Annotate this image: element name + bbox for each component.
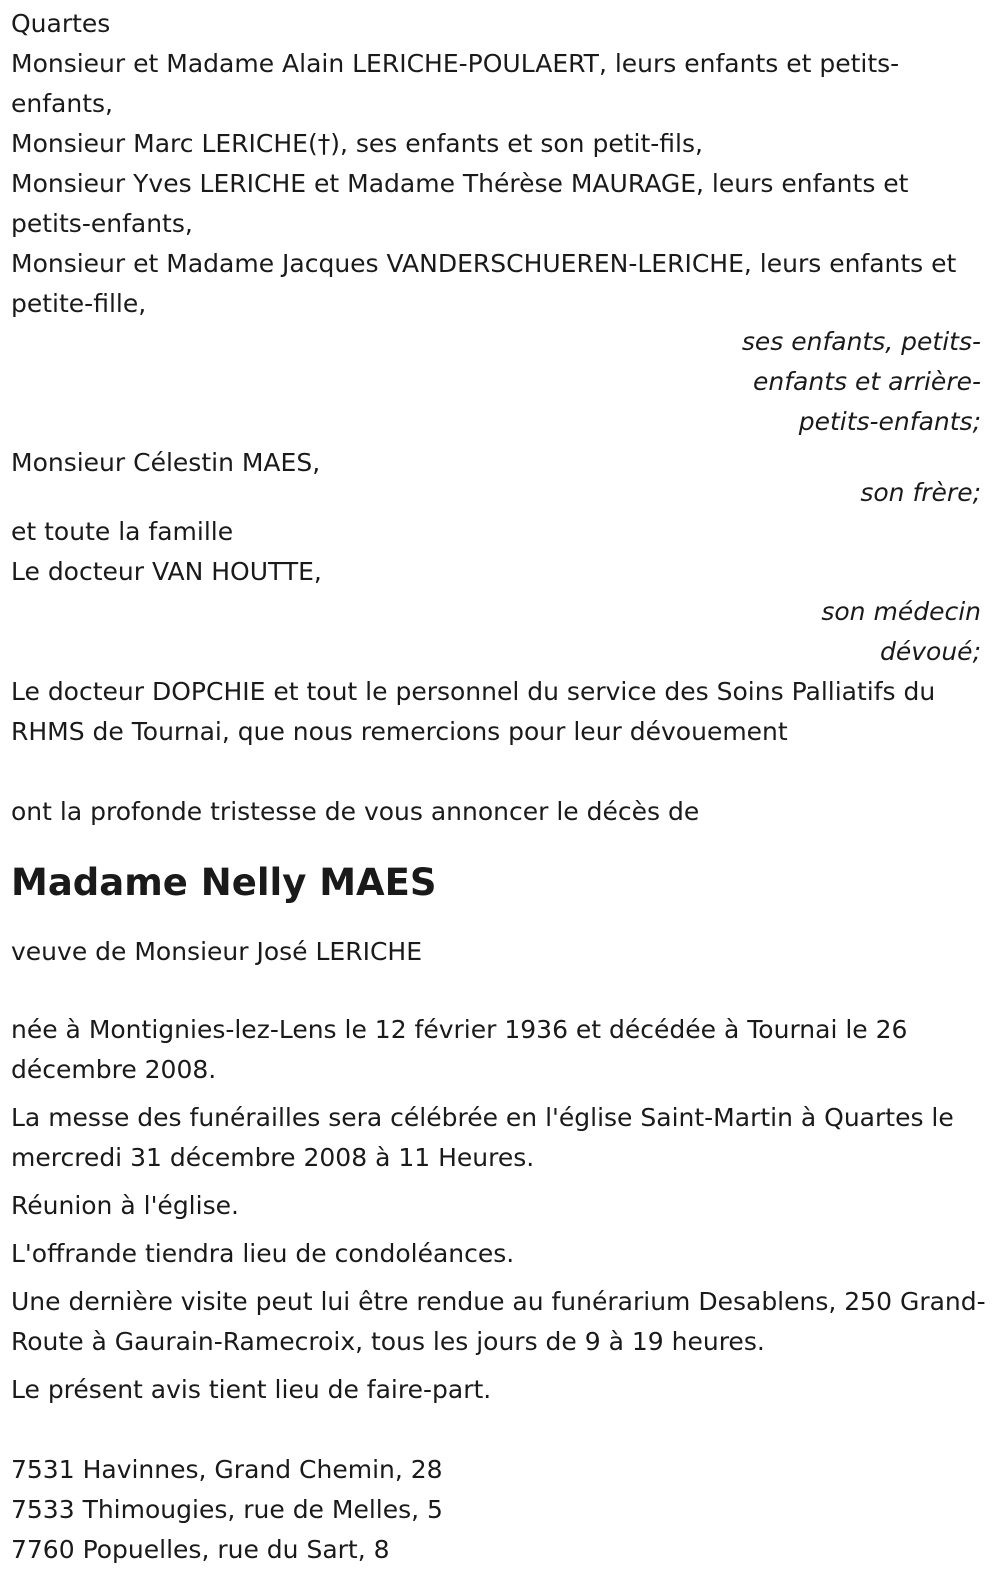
notice-line: Le présent avis tient lieu de faire-part. — [11, 1375, 492, 1404]
family-line-jacques: Monsieur et Madame Jacques VANDERSCHUEREN-LERICHE, leurs enfants et petite-fille, — [11, 249, 957, 318]
widow-of-line: veuve de Monsieur José LERICHE — [11, 937, 423, 966]
role-children-line: enfants et arrière- — [753, 367, 981, 396]
family-line-alain: Monsieur et Madame Alain LERICHE-POULAERT, leurs enfants et petits-enfants, — [11, 49, 900, 118]
doctor-line: Le docteur VAN HOUTTE, — [11, 557, 322, 586]
address-line: 7533 Thimougies, rue de Melles, 5 — [11, 1495, 443, 1524]
offering-line: L'offrande tiendra lieu de condoléances. — [11, 1239, 515, 1268]
palliative-care-line: Le docteur DOPCHIE et tout le personnel du service des Soins Palliatifs du RHMS de Tournai, que nous remercions pour leur dévouement — [11, 677, 936, 746]
role-children-line: petits-enfants; — [798, 407, 981, 436]
role-brother: son frère; — [860, 478, 981, 507]
family-line-marc: Monsieur Marc LERICHE(†), ses enfants et son petit-fils, — [11, 129, 703, 158]
role-doctor-line: dévoué; — [880, 637, 981, 666]
place-name: Quartes — [11, 9, 111, 38]
addresses — [11, 1450, 1000, 1570]
address-line: 7531 Havinnes, Grand Chemin, 28 — [11, 1455, 443, 1484]
deceased-name: Madame Nelly MAES — [11, 861, 437, 904]
family-line-all: et toute la famille — [11, 517, 234, 546]
announcement-intro: ont la profonde tristesse de vous annoncer le décès de — [11, 797, 700, 826]
family-line-yves: Monsieur Yves LERICHE et Madame Thérèse MAURAGE, leurs enfants et petits-enfants, — [11, 169, 909, 238]
mass-line: La messe des funérailles sera célébrée en l'église Saint-Martin à Quartes le mercredi 31 décembre 2008 à 11 Heures. — [11, 1103, 954, 1172]
meeting-line: Réunion à l'église. — [11, 1191, 239, 1220]
family-line-brother: Monsieur Célestin MAES, — [11, 448, 321, 477]
role-doctor — [11, 592, 1000, 672]
role-doctor-line: son médecin — [821, 597, 981, 626]
birth-death-line: née à Montignies-lez-Lens le 12 février 1936 et décédée à Tournai le 26 décembre 2008. — [11, 1015, 908, 1084]
role-children — [11, 322, 1000, 442]
role-children-line: ses enfants, petits- — [741, 327, 981, 356]
address-line: 7760 Popuelles, rue du Sart, 8 — [11, 1535, 390, 1564]
visit-line: Une dernière visite peut lui être rendue au funérarium Desablens, 250 Grand-Route à Gaurain-Ramecroix, tous les jours de 9 à 19 heures. — [11, 1287, 986, 1356]
